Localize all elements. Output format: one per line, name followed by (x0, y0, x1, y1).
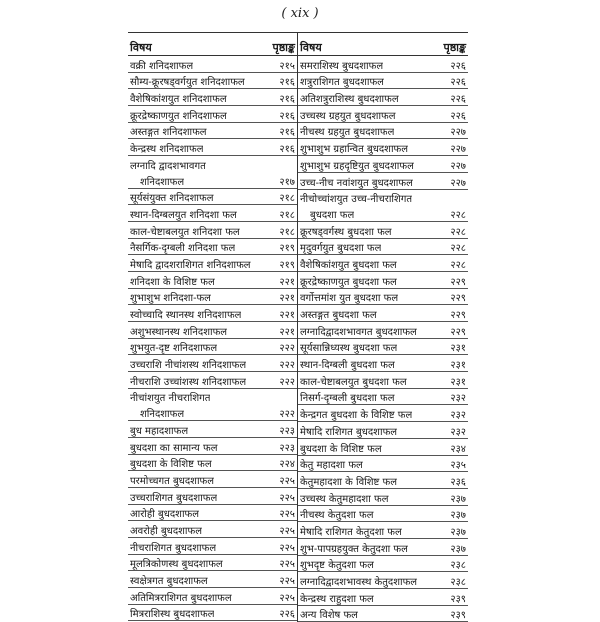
entry-title: नीचोच्चांशयुत उच्च-नीचराशिगत (300, 194, 413, 206)
entry-title: अतिशत्रुराशिस्थ बुधदशाफल (300, 94, 399, 106)
entry-page-number: २२५ (279, 509, 295, 521)
entry-title: क्रूरद्रेष्काणयुत शनिदशाफल (130, 110, 227, 122)
toc-entry (298, 106, 468, 123)
entry-page-number: २३१ (450, 343, 466, 355)
toc-entry (128, 339, 297, 356)
entry-page-number: २१८ (279, 193, 295, 205)
toc-entry (128, 205, 297, 222)
toc-entry (298, 422, 468, 439)
toc-entry (128, 189, 297, 206)
entry-page-number: २२१ (279, 293, 295, 305)
entry-title: अन्य विशेष फल (300, 610, 358, 622)
entry-title: वक्री शनिदशाफल (130, 60, 194, 72)
entry-page-number: २२७ (450, 144, 466, 156)
toc-entry (298, 372, 468, 389)
toc-entry (128, 322, 297, 339)
toc-entry (298, 456, 468, 473)
entry-page-number: २२२ (279, 360, 295, 372)
entry-title: स्थान-दिग्बली बुधदशा फल (300, 360, 395, 372)
entry-title: अशुभस्थानस्थ शनिदशाफल (130, 326, 228, 338)
toc-entry (128, 355, 297, 372)
toc-entry (298, 489, 468, 506)
toc-entry (298, 255, 468, 272)
toc-entry (128, 571, 297, 588)
toc-entry (128, 521, 297, 538)
entry-page-number: २२३ (279, 425, 295, 437)
toc-entry (128, 123, 297, 140)
entry-title: लग्नादिद्वादशभावस्थ केतुदशाफल (300, 577, 418, 588)
entry-page-number: २२२ (279, 409, 295, 421)
entry-page-number: २२९ (450, 310, 466, 321)
toc-entry (298, 439, 468, 456)
entry-title: उच्चस्थ ग्रहयुत बुधदशाफल (300, 110, 396, 122)
toc-entry (298, 56, 468, 73)
entry-title: वैशेषिकांशयुत बुधदशा फल (300, 259, 397, 271)
toc-entry (128, 455, 297, 472)
toc-entry (128, 73, 297, 90)
toc-entry (298, 272, 468, 289)
entry-title: मेषादि राशिगत बुधदशाफल (300, 426, 398, 438)
entry-page-number: २२५ (279, 592, 295, 604)
entry-title: शनिदशा के विशिष्ट फल (130, 276, 215, 288)
entry-title: स्वोच्चादि स्थानस्थ शनिदशाफल (130, 310, 242, 321)
page-folio: ( xix ) (281, 6, 319, 21)
toc-entry (298, 556, 468, 573)
entry-page-number: २३१ (450, 360, 466, 372)
entry-title: अतिमित्रराशिगत बुधदशाफल (130, 592, 232, 604)
toc-entry (128, 488, 297, 505)
entry-title: केन्द्रस्थ राहुदशा फल (300, 593, 374, 605)
entry-page-number: २२८ (450, 226, 466, 238)
toc-entry (128, 56, 297, 73)
entry-page-number: २२८ (450, 259, 466, 271)
toc-entry (298, 405, 468, 422)
entry-title: नैसर्गिक-दृग्बली शनिदशा फल (130, 243, 236, 255)
entry-title: क्रूरषड्वर्गस्थ बुधदशा फल (300, 226, 392, 238)
entry-page-number: २२९ (450, 326, 466, 338)
toc-right-entries (298, 56, 468, 622)
entry-title: मृदुवर्गयुत बुधदशा फल (300, 243, 382, 255)
toc-entry (298, 389, 468, 406)
toc-entry (298, 239, 468, 256)
entry-title: शुभदृष्ट केतुदशा फल (300, 560, 374, 572)
entry-title: मूलत्रिकोणस्थ बुधदशाफल (130, 559, 223, 571)
toc-entry (298, 123, 468, 140)
toc-left-entries (128, 56, 297, 621)
toc-entry (298, 339, 468, 356)
entry-page-number: २२६ (279, 609, 295, 621)
entry-page-number: २१६ (279, 77, 295, 89)
toc-header (128, 33, 297, 56)
entry-page-number: २३९ (450, 593, 466, 605)
toc-entry (128, 239, 297, 256)
entry-title: बुधदशा के विशिष्ट फल (300, 443, 382, 455)
entry-title: केतुमहादशा के विशिष्ट फल (300, 476, 398, 488)
entry-page-number: २२१ (279, 326, 295, 338)
entry-page-number: २३२ (450, 393, 466, 405)
entry-page-number: २२५ (279, 492, 295, 504)
entry-page-number: २२५ (279, 525, 295, 537)
entry-title: सौम्य-क्रूरषड्वर्गयुत शनिदशाफल (130, 77, 245, 89)
entry-title: परमोच्चगत बुधदशाफल (130, 475, 215, 487)
toc-entry (128, 505, 297, 522)
entry-title: केतु महादशा फल (300, 460, 363, 472)
entry-page-number: २१६ (279, 127, 295, 139)
entry-title: लग्नादिद्वादशभावगत बुधदशाफल (300, 326, 417, 338)
entry-title: वर्गोत्तमांश युत बुधदशा फल (300, 293, 399, 305)
toc-entry (298, 322, 468, 339)
entry-title: नीचस्थ ग्रहयुत बुधदशाफल (300, 127, 395, 139)
entry-title: नीचराशिगत बुधदशाफल (130, 542, 217, 554)
entry-title: बुधदशा का सामान्य फल (130, 442, 218, 454)
entry-title: स्वक्षेत्रगत बुधदशाफल (130, 576, 208, 587)
entry-title: सूर्यसान्निध्यस्थ बुधदशा फल (300, 343, 398, 355)
entry-title: शनिदशाफल (140, 176, 185, 188)
entry-page-number: २१६ (279, 94, 295, 106)
toc-entry (128, 139, 297, 156)
table-of-contents (128, 32, 468, 622)
toc-entry (298, 589, 468, 606)
entry-page-number: २२६ (450, 77, 466, 89)
entry-page-number: २२३ (279, 442, 295, 454)
entry-page-number: २३२ (450, 426, 466, 438)
entry-title: उच्चराशिगत बुधदशाफल (130, 492, 218, 504)
entry-title: बुधदशा फल (310, 209, 355, 221)
entry-page-number: २१९ (279, 243, 295, 255)
entry-title: उच्च-नीच नवांशयुत बुधदशाफल (300, 177, 413, 189)
toc-entry (128, 156, 297, 172)
toc-entry (128, 555, 297, 572)
entry-page-number: २१८ (279, 209, 295, 221)
subject-header: विषय (130, 41, 152, 54)
toc-entry (298, 506, 468, 523)
toc-entry (128, 605, 297, 622)
toc-entry (128, 172, 297, 189)
toc-entry (128, 305, 297, 322)
toc-entry (128, 289, 297, 306)
entry-title: सूर्यसंयुक्त शनिदशाफल (130, 193, 214, 205)
entry-title: अवरोही बुधदशाफल (130, 525, 203, 537)
toc-entry (128, 222, 297, 239)
toc-left-column (128, 33, 298, 622)
toc-entry (298, 222, 468, 239)
entry-page-number: २२६ (450, 110, 466, 122)
entry-title: शुभाशुभ ग्रहदृष्टियुत बुधदशाफल (300, 160, 414, 172)
page-header: पृष्ठाङ्क (443, 41, 466, 54)
entry-title: निसर्ग-दृग्बली बुधदशा फल (300, 393, 395, 405)
entry-page-number: २२७ (450, 177, 466, 189)
entry-page-number: २१९ (279, 259, 295, 271)
entry-title: उच्चस्थ केतुमहादशा फल (300, 493, 389, 505)
toc-entry (298, 289, 468, 306)
toc-header (298, 33, 468, 56)
entry-page-number: २२९ (450, 276, 466, 288)
entry-page-number: २३४ (450, 443, 466, 455)
entry-page-number: २३६ (450, 476, 466, 488)
entry-page-number: २२५ (279, 475, 295, 487)
entry-title: शुभाशुभ शनिदशा-फल (130, 293, 211, 305)
entry-page-number: २१५ (279, 60, 295, 72)
entry-title: शत्रुराशिगत बुधदशाफल (300, 77, 384, 89)
entry-title: केन्द्रस्थ शनिदशाफल (130, 144, 204, 156)
entry-title: आरोही बुधदशाफल (130, 509, 200, 521)
entry-page-number: २२२ (279, 376, 295, 388)
entry-title: काल-चेष्टाबलयुत शनिदशा फल (130, 226, 240, 238)
entry-title: क्रूरद्रेष्काणयुत बुधदशा फल (300, 276, 397, 288)
entry-title: अस्तङ्गत बुधदशा फल (300, 310, 377, 321)
entry-page-number: २२५ (279, 559, 295, 571)
toc-entry (298, 205, 468, 222)
entry-title: उच्चराशि नीचांशस्थ शनिदशाफल (130, 360, 247, 372)
toc-entry (128, 372, 297, 389)
toc-entry (298, 89, 468, 106)
entry-page-number: २२१ (279, 310, 295, 321)
entry-title: स्थान-दिग्बलयुत शनिदशा फल (130, 209, 237, 221)
entry-page-number: २२६ (450, 60, 466, 72)
toc-entry (128, 404, 297, 421)
toc-entry (128, 89, 297, 106)
toc-entry (128, 438, 297, 455)
entry-page-number: २३५ (450, 460, 466, 472)
entry-title: समराशिस्थ बुधदशाफल (300, 60, 384, 72)
toc-entry (128, 106, 297, 123)
entry-title: बुधदशा के विशिष्ट फल (130, 459, 212, 471)
entry-page-number: २१७ (279, 176, 295, 188)
entry-page-number: २३७ (450, 493, 466, 505)
entry-title: वैशेषिकांशयुत शनिदशाफल (130, 94, 227, 106)
entry-title: मित्रराशिस्थ बुधदशाफल (130, 609, 215, 621)
entry-title: काल-चेष्टाबलयुत बुधदशा फल (300, 376, 407, 388)
toc-entry (298, 156, 468, 173)
entry-page-number: २२८ (450, 209, 466, 221)
toc-entry (298, 73, 468, 90)
entry-page-number: २२४ (279, 459, 295, 471)
toc-entry (298, 472, 468, 489)
entry-page-number: २३७ (450, 543, 466, 555)
entry-title: नीचराशि उच्चांशस्थ शनिदशाफल (130, 376, 247, 388)
entry-page-number: २३८ (450, 577, 466, 588)
toc-entry (298, 572, 468, 589)
entry-title: मेषादि राशिगत केतुदशा फल (300, 526, 402, 538)
entry-title: शुभाशुभ ग्रहान्वित बुधदशाफल (300, 144, 409, 156)
toc-right-column (298, 33, 468, 622)
entry-page-number: २२६ (450, 94, 466, 106)
entry-title: मेषादि द्वादशराशिगत शनिदशाफल (130, 259, 251, 271)
page-header: पृष्ठाङ्क (272, 41, 295, 54)
entry-page-number: २२१ (279, 276, 295, 288)
entry-page-number: २२७ (450, 127, 466, 139)
entry-title: केन्द्रगत बुधदशा के विशिष्ट फल (300, 410, 413, 422)
toc-entry (298, 539, 468, 556)
entry-page-number: २२७ (450, 160, 466, 172)
toc-entry (128, 272, 297, 289)
entry-page-number: २३९ (450, 610, 466, 622)
toc-entry (128, 421, 297, 438)
toc-entry (128, 471, 297, 488)
entry-page-number: २३७ (450, 510, 466, 522)
entry-title: शुभयुत-दृष्ट शनिदशाफल (130, 343, 218, 355)
entry-page-number: २१८ (279, 226, 295, 238)
entry-title: शनिदशाफल (140, 409, 185, 421)
toc-entry (298, 522, 468, 539)
entry-title: अस्तङ्गत शनिदशाफल (130, 127, 207, 139)
entry-page-number: २२५ (279, 542, 295, 554)
entry-page-number: २२५ (279, 576, 295, 587)
entry-page-number: २२२ (279, 343, 295, 355)
entry-page-number: २३२ (450, 410, 466, 422)
toc-entry (128, 538, 297, 555)
toc-entry (128, 255, 297, 272)
entry-page-number: २२९ (450, 293, 466, 305)
toc-entry (298, 190, 468, 206)
toc-entry (298, 606, 468, 622)
entry-page-number: २१६ (279, 110, 295, 122)
toc-entry (298, 139, 468, 156)
entry-title: नीचस्थ केतुदशा फल (300, 510, 374, 522)
toc-entry (298, 355, 468, 372)
entry-title: लग्नादि द्वादशभावगत (130, 160, 206, 172)
subject-header: विषय (300, 41, 322, 54)
entry-title: शुभ-पापग्रहयुक्त केतुदशा फल (300, 543, 408, 555)
toc-entry (298, 173, 468, 190)
toc-entry (298, 305, 468, 322)
toc-entry (128, 588, 297, 605)
toc-entry (128, 389, 297, 405)
entry-page-number: २१६ (279, 144, 295, 156)
entry-title: बुध महादशाफल (130, 425, 189, 437)
entry-page-number: २२८ (450, 243, 466, 255)
entry-page-number: २३७ (450, 526, 466, 538)
entry-title: नीचांशयुत नीचराशिगत (130, 393, 211, 405)
entry-page-number: २३८ (450, 560, 466, 572)
entry-page-number: २३१ (450, 376, 466, 388)
